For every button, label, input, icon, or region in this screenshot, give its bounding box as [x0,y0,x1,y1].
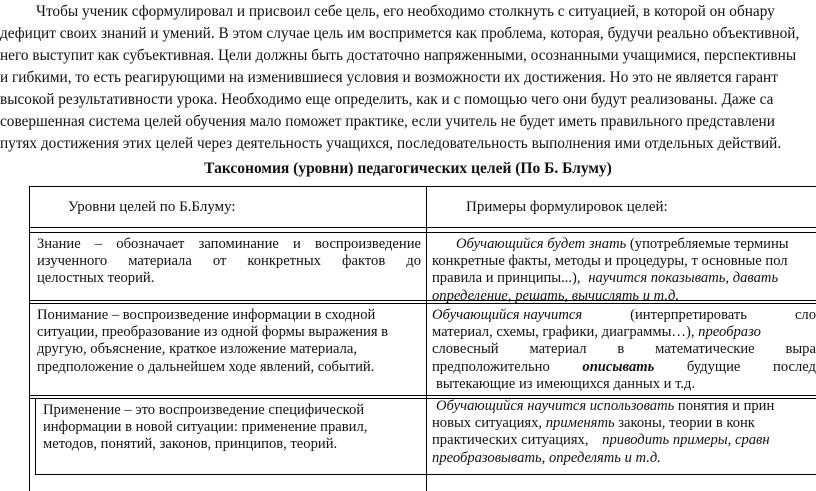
paragraph-line: совершенная система целей обучения мало поможет практике, если учитель не будет иметь правильного представлени [0,113,775,130]
header-levels: Уровни целей по Б.Блуму: [68,199,236,215]
table-inner-border [35,474,426,475]
table-row-divider [29,232,816,233]
paragraph-line: высокой результативности урока. Необходимо еще определить, как и с помощью чего они будут реализованы. Даже са [0,91,774,108]
header-examples: Примеры формулировок целей: [466,199,668,215]
example-knowledge: Обучающийся будет знать (употребляемые термины конкретные факты, методы и процедуры, т основные пол правила и принципы...), научится показывать, давать определение, решать, вычислять и т.д. [432,236,789,304]
paragraph-line: путях достижения этих целей через деятельность учащихся, последовательность выполнения ими отдельных действий. [0,135,782,152]
table-title: Таксономия (уровни) педагогических целей (По Б. Блуму) [204,160,612,177]
example-comprehension: Обучающийся научится (интерпретировать сло материал, схемы, графики, диаграммы…), преобразо словесный материал в математические выра предположительно описывать будущие послед вытекающие из имеющихся данных и т.д. [432,307,816,392]
table-column-divider [426,186,427,491]
table-border-top [29,186,816,187]
table-inner-border [426,474,816,475]
table-inner-border [35,398,36,474]
level-knowledge: Знание – обозначает запоминание и воспроизведение изученного материала от конкретных фактов до целостных теорий. [37,236,421,287]
paragraph-line: и гибкими, то есть реагирующими на изменившиеся условия и возможности их достижения. Но это не является гарант [0,69,778,86]
level-comprehension: Понимание – воспроизведение информации в сходной ситуации, преобразование из одной формы выражения в другую, объяснение, краткое изложение материала, предположение о дальнейшем ходе явлений, событий. [37,307,389,375]
example-application: Обучающийся научится использовать понятия и прин новых ситуациях, применять законы, теории в конк практических ситуациях, приводить примеры, сравн преобразовывать, определять и т.д. [432,398,775,466]
table-row-divider [29,227,816,228]
table-border-left [29,186,30,491]
paragraph-line: дефицит своих знаний и умений. В этом случае цель им воспримется как проблема, которая, будучи реально объективной, [0,25,800,42]
paragraph-line: него выступит как субъективная. Цели должны быть достаточно напряженными, осознанными учащимися, перспективны [0,47,797,64]
level-application: Применение – это воспроизведение специфической информации в новой ситуации: применение правил, методов, понятий, законов, принципов, теорий. [43,402,368,453]
paragraph-line: Чтобы ученик сформулировал и присвоил себе цель, его необходимо столкнуть с ситуацией, в которой он обнару [36,3,775,20]
table-row-divider [29,395,816,396]
